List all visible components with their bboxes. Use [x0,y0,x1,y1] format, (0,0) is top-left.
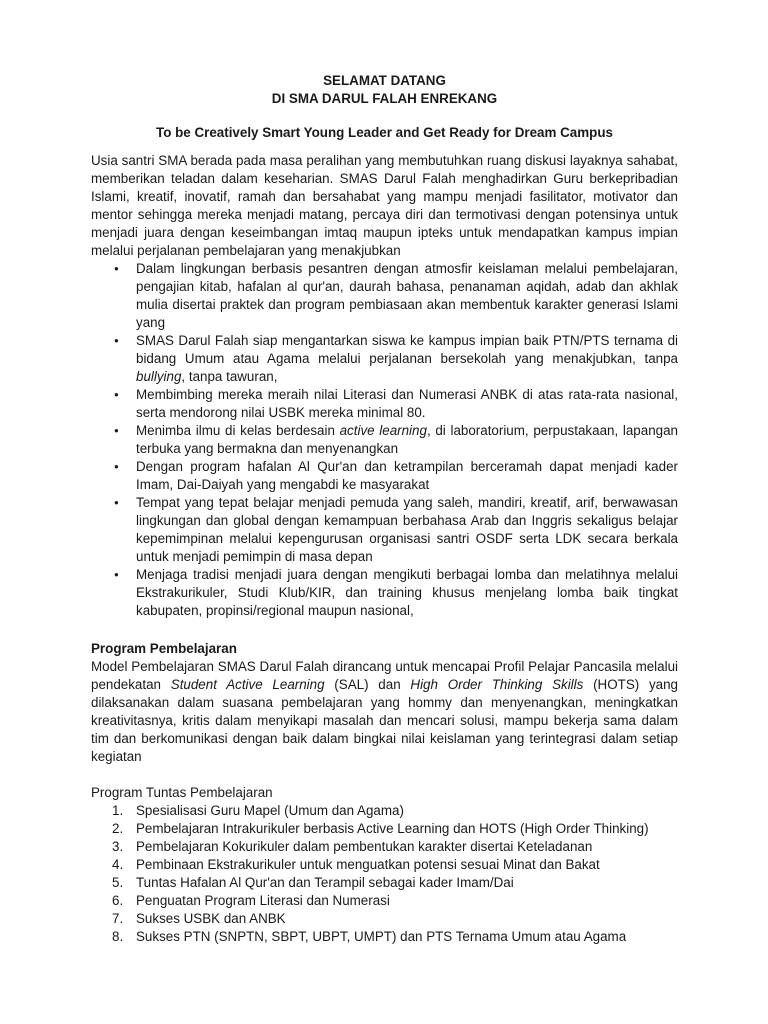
page-title-line2: DI SMA DARUL FALAH ENREKANG [271,91,498,106]
list-item: 3. Pembelajaran Kokurikuler dalam pembentukan karakter disertai Keteladanan [112,839,593,854]
section-title-program: Program Pembelajaran [91,641,237,656]
list-item: ● SMAS Darul Falah siap mengantarkan siswa ke kampus impian baik PTN/PTS ternama di bidang Umum atau Agama melalui perjalanan bersekolah yang menakjubkan, tanpa bullying, tanpa tawuran, [91,332,678,386]
list-item: 1. Spesialisasi Guru Mapel (Umum dan Agama) [112,803,404,818]
list-item: 4. Pembinaan Ekstrakurikuler untuk menguatkan potensi sesuai Minat dan Bakat [112,857,600,872]
list-item: ● Tempat yang tepat belajar menjadi pemuda yang saleh, mandiri, kreatif, arif, berwawasan lingkungan dan global dengan kemampuan berbahasa Arab dan Inggris sekaligus belajar kepemimpinan melalui kepengurusan organisasi santri OSDF serta LDK secara berkala untuk menjadi pemimpin di masa depan [91,494,678,566]
tuntas-list [91,802,678,946]
feature-list [91,260,678,620]
list-item: ● Menjaga tradisi menjadi juara dengan mengikuti berbagai lomba dan melatihnya melalui Ekstrakurikuler, Studi Klub/KIR, dan training khusus menjelang lomba baik tingkat kabupaten, propinsi/regional maupun nasional, [91,566,678,620]
page-title-line1: SELAMAT DATANG [323,73,446,88]
program-paragraph: Model Pembelajaran SMAS Darul Falah dirancang untuk mencapai Profil Pelajar Pancasila melalui pendekatan Student Active Learning (SAL) dan High Order Thinking Skills (HOTS) yang dilaksanakan dalam suasana pembelajaran yang hommy dan menyenangkan, meningkatkan kreativitasnya, kritis dalam menyikapi masalah dan mencari solusi, mampu bekerja sama dalam tim dan berkomunikasi dengan baik dalam bingkai nilai keislaman yang terintegrasi dalam setiap kegiatan [91,659,679,764]
list-item: ● Menimba ilmu di kelas berdesain active learning, di laboratorium, perpustakaan, lapangan terbuka yang bermakna dan menyenangkan [91,422,678,458]
list-item: 6. Penguatan Program Literasi dan Numerasi [112,893,390,908]
list-item: 2. Pembelajaran Intrakurikuler berbasis Active Learning dan HOTS (High Order Thinking) [112,821,649,836]
intro-paragraph: Usia santri SMA berada pada masa peralihan yang membutuhkan ruang diskusi layaknya sahabat, memberikan teladan dalam keseharian. SMAS Darul Falah menghadirkan Guru berkepribadian Islami, kreatif, inovatif, ramah dan bersahabat yang mampu menjadi fasilitator, motivator dan mentor sehingga mereka menjadi matang, percaya diri dan termotivasi dengan potensinya untuk menjadi juara dengan keseimbangan imtaq maupun ipteks untuk mendapatkan kampus impian melalui perjalanan pembelajaran yang menakjubkan [91,153,678,258]
tagline: To be Creatively Smart Young Leader and Get Ready for Dream Campus [156,125,613,140]
list-item: 5. Tuntas Hafalan Al Qur'an dan Terampil sebagai kader Imam/Dai [112,875,514,890]
list-item: ● Dengan program hafalan Al Qur'an dan ketrampilan berceramah dapat menjadi kader Imam, Dai-Daiyah yang mengabdi ke masyarakat [91,458,678,494]
list-item: 8. Sukses PTN (SNPTN, SBPT, UBPT, UMPT) dan PTS Ternama Umum atau Agama [112,929,627,944]
section-title-tuntas: Program Tuntas Pembelajaran [91,785,273,800]
list-item: 7. Sukses USBK dan ANBK [112,911,286,926]
list-item: ● Membimbing mereka meraih nilai Literasi dan Numerasi ANBK di atas rata-rata nasional, serta mendorong nilai USBK mereka minimal 80. [91,386,678,422]
list-item: ● Dalam lingkungan berbasis pesantren dengan atmosfir keislaman melalui pembelajaran, pengajian kitab, hafalan al qur'an, daurah bahasa, penanaman aqidah, adab dan akhlak mulia disertai praktek dan program pembiasaan akan membentuk karakter generasi Islami yang [91,260,678,332]
